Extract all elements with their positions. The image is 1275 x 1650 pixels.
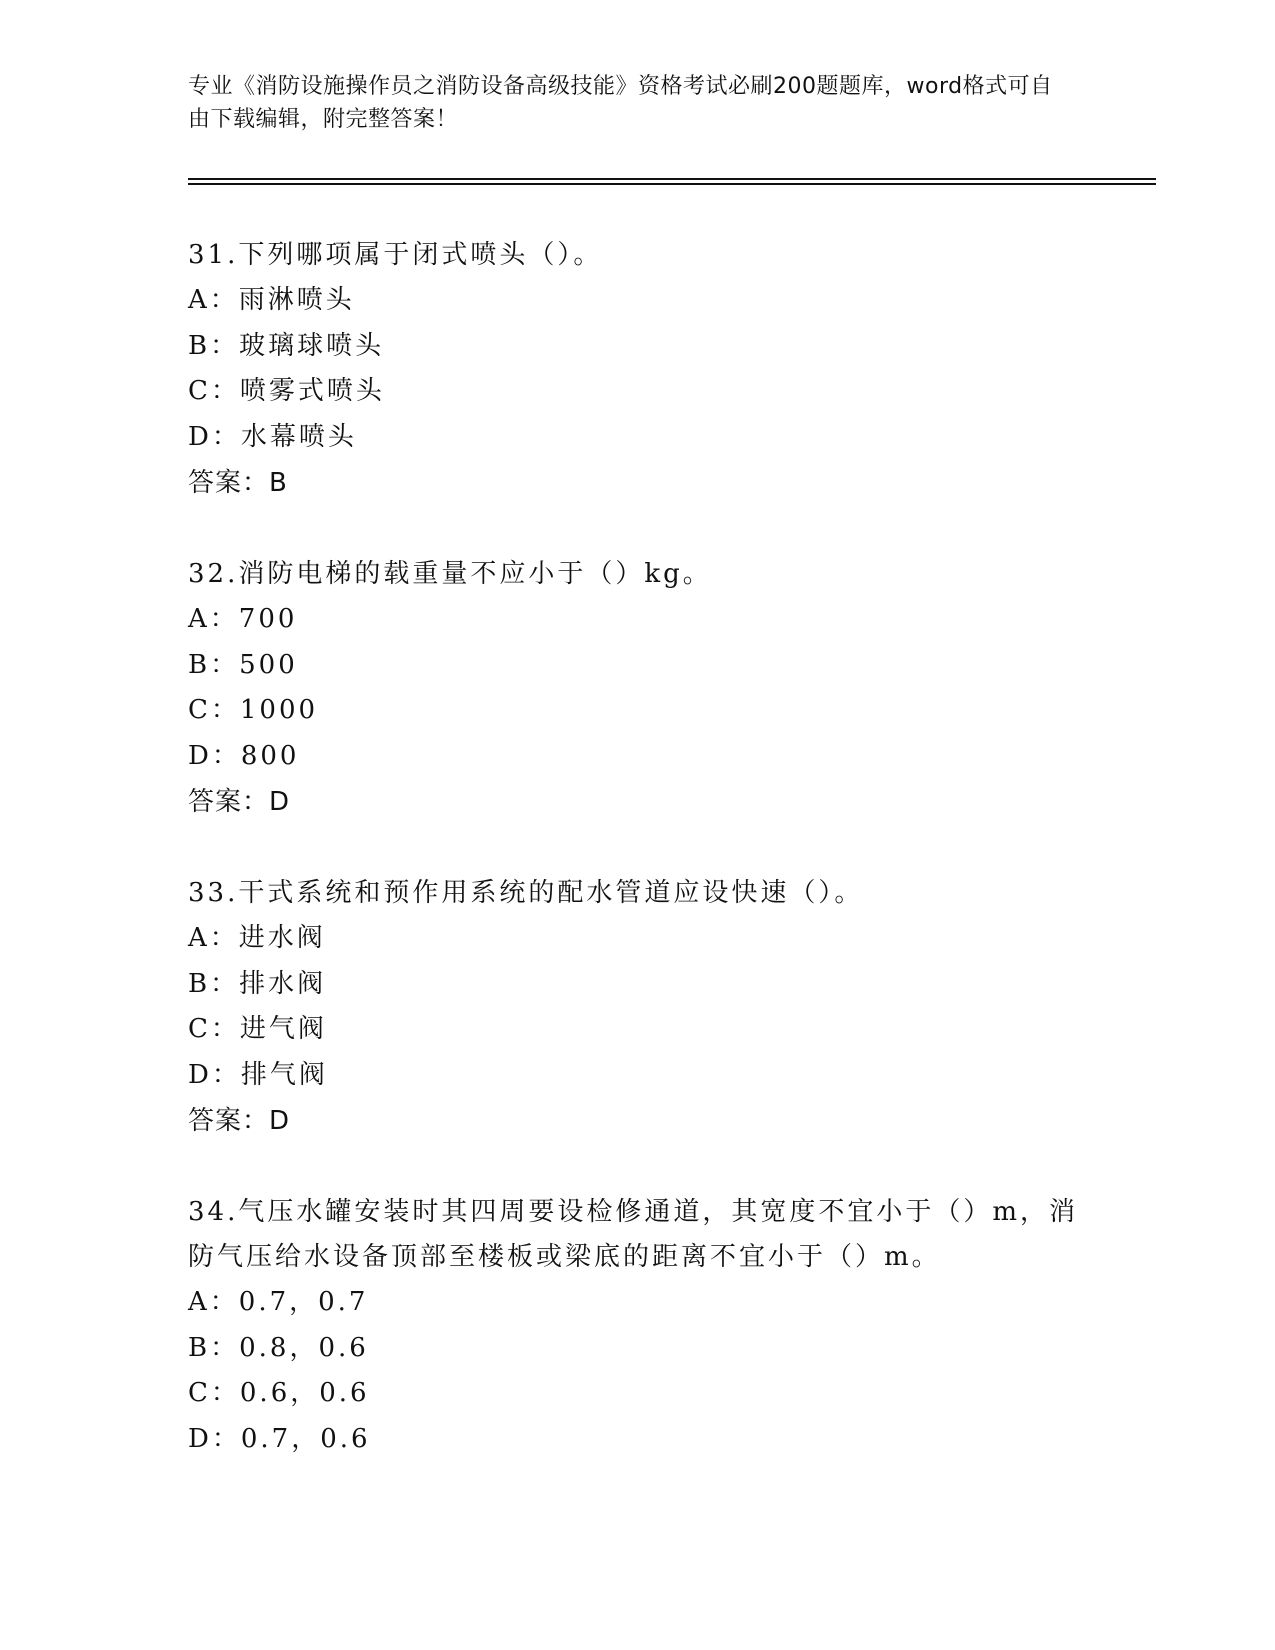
question-stem: 34.气压水罐安装时其四周要设检修通道，其宽度不宜小于（）m，消防气压给水设备顶部至楼板或梁底的距离不宜小于（）m。 <box>188 1197 1079 1272</box>
header-divider-bottom <box>188 183 1156 185</box>
answer-line: 答案：B <box>188 468 288 498</box>
option-a: A：700 <box>188 604 298 634</box>
document-header: 专业《消防设施操作员之消防设备高级技能》资格考试必刷200题题库，word格式可自由下载编辑，附完整答案！ <box>188 74 1053 132</box>
option-a: A：0.7，0.7 <box>188 1287 369 1317</box>
option-a: A：进水阀 <box>188 923 326 953</box>
option-c: C：喷雾式喷头 <box>188 376 385 406</box>
option-d: D：0.7，0.6 <box>188 1423 371 1454</box>
header-divider-top <box>188 178 1156 180</box>
question-stem: 31.下列哪项属于闭式喷头（）。 <box>188 240 603 270</box>
question-34 <box>188 1190 1088 1462</box>
option-b: B：500 <box>188 649 298 680</box>
option-d: D：800 <box>188 740 300 771</box>
option-a: A：雨淋喷头 <box>188 285 355 315</box>
question-32 <box>188 552 1088 825</box>
question-stem: 33.干式系统和预作用系统的配水管道应设快速（）。 <box>188 878 864 908</box>
answer-line: 答案：D <box>188 787 291 817</box>
question-33 <box>188 871 1088 1144</box>
question-31 <box>188 233 1088 506</box>
option-d: D：水幕喷头 <box>188 421 357 452</box>
option-c: C：1000 <box>188 695 319 725</box>
option-b: B：0.8，0.6 <box>188 1332 369 1363</box>
question-stem: 32.消防电梯的载重量不应小于（）kg。 <box>188 559 712 589</box>
option-b: B：玻璃球喷头 <box>188 330 385 361</box>
answer-line: 答案：D <box>188 1106 291 1136</box>
option-d: D：排气阀 <box>188 1059 328 1090</box>
option-c: C：0.6，0.6 <box>188 1378 370 1408</box>
option-c: C：进气阀 <box>188 1014 327 1044</box>
option-b: B：排水阀 <box>188 968 327 999</box>
